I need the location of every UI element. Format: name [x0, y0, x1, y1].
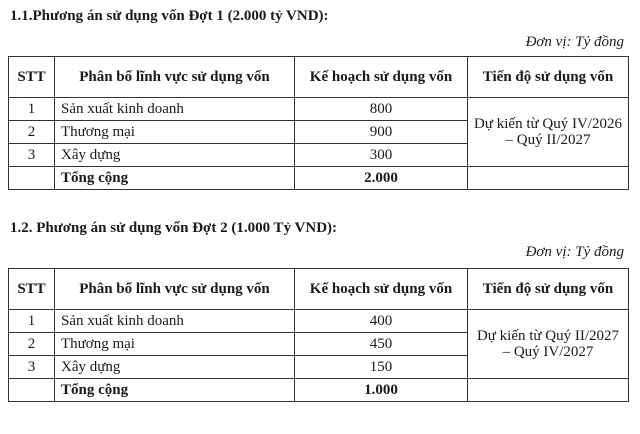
total-stt-cell [9, 379, 55, 402]
header-field: Phân bổ lĩnh vực sử dụng vốn [55, 57, 295, 98]
row-stt: 3 [9, 356, 55, 379]
total-row [9, 379, 629, 402]
total-amount: 2.000 [295, 167, 468, 190]
total-row [9, 167, 629, 190]
row-amount: 800 [295, 98, 468, 121]
header-plan: Kế hoạch sử dụng vốn [295, 269, 468, 310]
row-field: Xây dựng [55, 144, 295, 167]
section-1-allocation-table [8, 56, 629, 190]
header-stt: STT [9, 57, 55, 98]
total-label: Tổng cộng [55, 167, 295, 190]
row-stt: 1 [9, 310, 55, 333]
header-field: Phân bổ lĩnh vực sử dụng vốn [55, 269, 295, 310]
row-amount: 150 [295, 356, 468, 379]
row-field: Xây dựng [55, 356, 295, 379]
total-progress-cell [468, 167, 629, 190]
header-stt: STT [9, 269, 55, 310]
total-label: Tổng cộng [55, 379, 295, 402]
header-plan: Kế hoạch sử dụng vốn [295, 57, 468, 98]
section-2-allocation-table [8, 268, 629, 402]
row-amount: 400 [295, 310, 468, 333]
row-stt: 2 [9, 333, 55, 356]
table-row [9, 310, 629, 333]
row-field: Thương mại [55, 333, 295, 356]
total-progress-cell [468, 379, 629, 402]
table-header-row [9, 269, 629, 310]
row-stt: 3 [9, 144, 55, 167]
section-1-unit-note: Đơn vị: Tỷ đồng [525, 34, 624, 50]
row-field: Sản xuất kinh doanh [55, 98, 295, 121]
row-amount: 900 [295, 121, 468, 144]
section-1-heading: 1.1.Phương án sử dụng vốn Đợt 1 (2.000 tỷ VND): [10, 8, 329, 24]
row-field: Thương mại [55, 121, 295, 144]
section-2-unit-note: Đơn vị: Tỷ đồng [525, 244, 624, 260]
row-amount: 300 [295, 144, 468, 167]
header-progress: Tiến độ sử dụng vốn [468, 57, 629, 98]
table-row [9, 98, 629, 121]
section-2-heading: 1.2. Phương án sử dụng vốn Đợt 2 (1.000 Tỷ VND): [10, 220, 338, 236]
row-stt: 2 [9, 121, 55, 144]
total-amount: 1.000 [295, 379, 468, 402]
row-field: Sản xuất kinh doanh [55, 310, 295, 333]
header-progress: Tiến độ sử dụng vốn [468, 269, 629, 310]
progress-cell: Dự kiến từ Quý II/2027 – Quý IV/2027 [468, 310, 629, 379]
row-amount: 450 [295, 333, 468, 356]
table-header-row [9, 57, 629, 98]
progress-cell: Dự kiến từ Quý IV/2026 – Quý II/2027 [468, 98, 629, 167]
total-stt-cell [9, 167, 55, 190]
row-stt: 1 [9, 98, 55, 121]
